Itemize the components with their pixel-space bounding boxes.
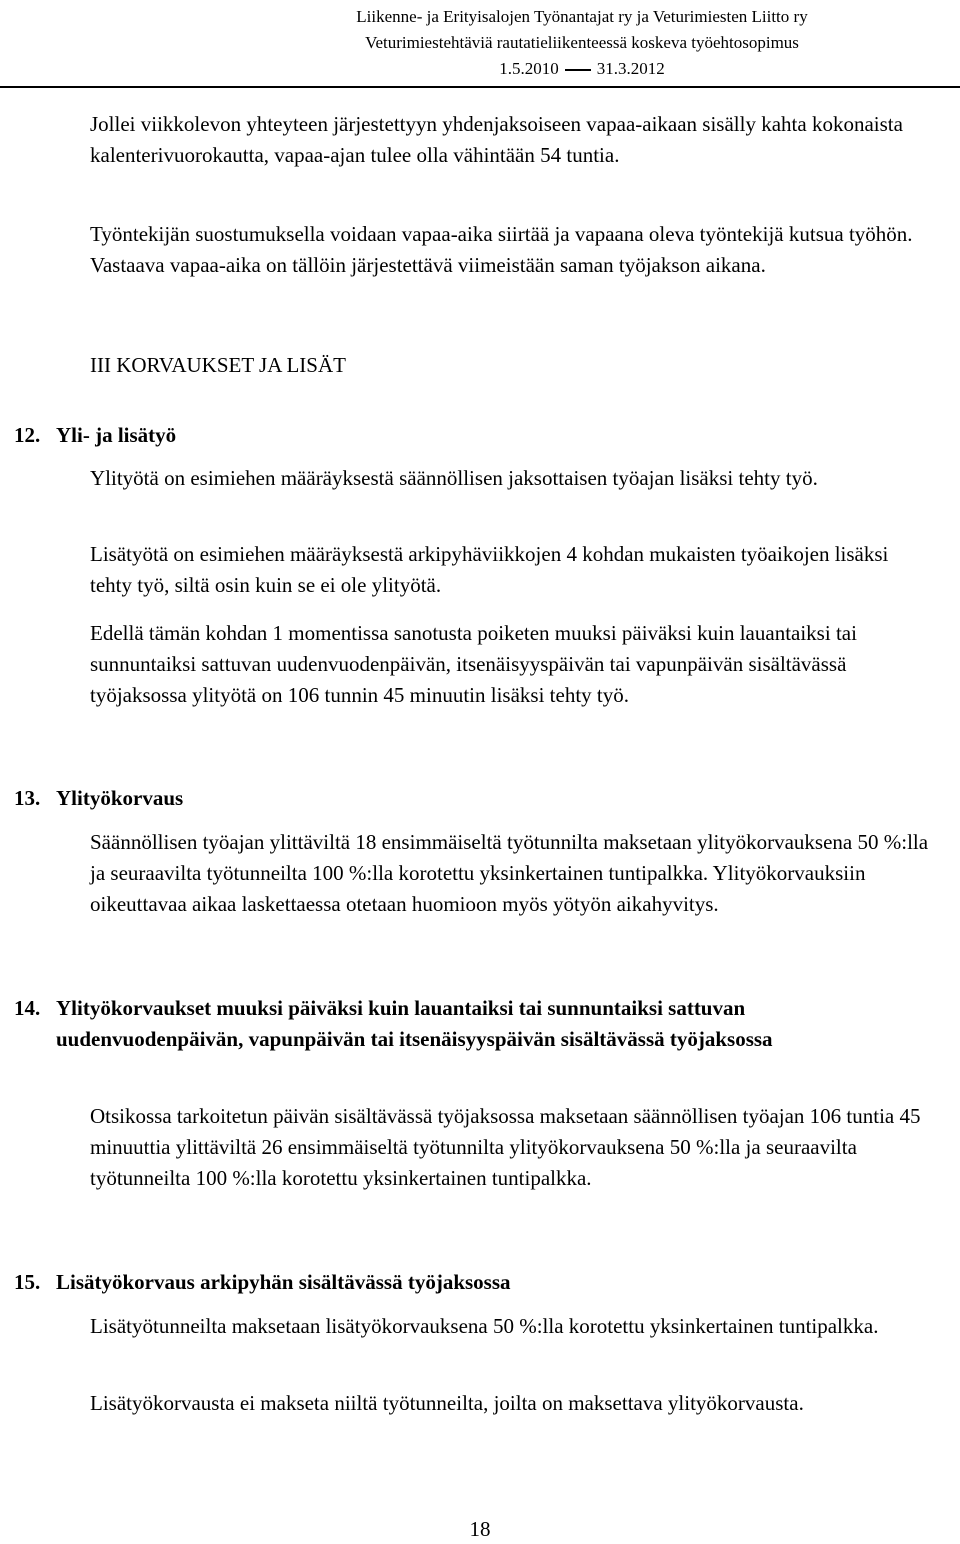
section-13-title: Ylityökorvaus bbox=[56, 786, 184, 810]
section-14-paragraph-1: Otsikossa tarkoitetun päivän sisältävässä työjaksossa maksetaan säännöllisen työajan 106 tuntia 45 minuuttia ylittäviltä 26 ensimmäiseltä työtunnilta ylityökorvauksena 50 %:lla ja seuraavilta työtunneilta 100 %:lla korotettu yksinkertainen tuntipalkka. bbox=[90, 1104, 921, 1190]
header-date-end: 31.3.2012 bbox=[596, 59, 665, 78]
header-divider bbox=[0, 86, 960, 88]
section-13-heading bbox=[14, 783, 183, 814]
section-15-title: Lisätyökorvaus arkipyhän sisältävässä työjaksossa bbox=[56, 1270, 511, 1294]
section-12-heading bbox=[14, 420, 176, 451]
intro-paragraph-2: Työntekijän suostumuksella voidaan vapaa-aika siirtää ja vapaana oleva työntekijä kutsua työhön. Vastaava vapaa-aika on tällöin järjestettävä viimeistään saman työjakson aikana. bbox=[90, 222, 913, 277]
intro-paragraph-1: Jollei viikkolevon yhteyteen järjestettyyn yhdenjaksoiseen vapaa-aikaan sisälly kahta kokonaista kalenterivuorokautta, vapaa-ajan tulee olla vähintään 54 tuntia. bbox=[90, 112, 903, 167]
section-13-paragraph-1: Säännöllisen työajan ylittäviltä 18 ensimmäiseltä työtunnilta maksetaan ylityökorvauksena 50 %:lla ja seuraavilta työtunneilta 100 %:lla korotettu yksinkertainen tuntipalkka. Ylityökorvauksiin oikeuttavaa aikaa laskettaessa otetaan huomioon myös yötyön aikahyvitys. bbox=[90, 830, 929, 916]
section-12-number: 12. bbox=[14, 423, 41, 447]
header-date-start: 1.5.2010 bbox=[499, 59, 559, 78]
section-15-heading bbox=[14, 1267, 511, 1298]
header-agreement-title: Veturimiestehtäviä rautatieliikenteessä koskeva työehtosopimus bbox=[365, 33, 799, 52]
document-header bbox=[232, 4, 932, 82]
section-15-paragraph-2: Lisätyökorvausta ei makseta niiltä työtunneilta, joilta on maksettava ylityökorvausta. bbox=[90, 1391, 804, 1415]
section-14-number: 14. bbox=[14, 996, 41, 1020]
header-parties: Liikenne- ja Erityisalojen Työnantajat ry ja Veturimiesten Liitto ry bbox=[356, 7, 808, 26]
section-12-paragraph-3: Edellä tämän kohdan 1 momentissa sanotusta poiketen muuksi päiväksi kuin lauantaiksi tai sunnuntaiksi sattuvan uudenvuodenpäivän, itsenäisyyspäivän tai vapunpäivän sisältävässä työjaksossa ylityötä on 106 tunnin 45 minuutin lisäksi tehty työ. bbox=[90, 621, 857, 707]
section-15-number: 15. bbox=[14, 1270, 41, 1294]
chapter-title: III KORVAUKSET JA LISÄT bbox=[90, 353, 346, 377]
section-12-paragraph-1: Ylityötä on esimiehen määräyksestä säännöllisen jaksottaisen työajan lisäksi tehty työ. bbox=[90, 466, 818, 490]
section-13-number: 13. bbox=[14, 786, 41, 810]
section-14-title: Ylityökorvaukset muuksi päiväksi kuin lauantaiksi tai sunnuntaiksi sattuvan uudenvuodenpäivän, vapunpäivän tai itsenäisyyspäivän sisältävässä työjaksossa bbox=[56, 996, 773, 1051]
section-15-paragraph-1: Lisätyötunneilta maksetaan lisätyökorvauksena 50 %:lla korotettu yksinkertainen tuntipalkka. bbox=[90, 1314, 879, 1338]
date-dash bbox=[565, 69, 591, 71]
section-12-title: Yli- ja lisätyö bbox=[56, 423, 177, 447]
page-number: 18 bbox=[469, 1517, 491, 1541]
section-12-paragraph-2: Lisätyötä on esimiehen määräyksestä arkipyhäviikkojen 4 kohdan mukaisten työaikojen lisäksi tehty työ, siltä osin kuin se ei ole ylityötä. bbox=[90, 542, 889, 597]
section-14-heading bbox=[14, 993, 934, 1055]
header-validity-period bbox=[232, 56, 932, 82]
